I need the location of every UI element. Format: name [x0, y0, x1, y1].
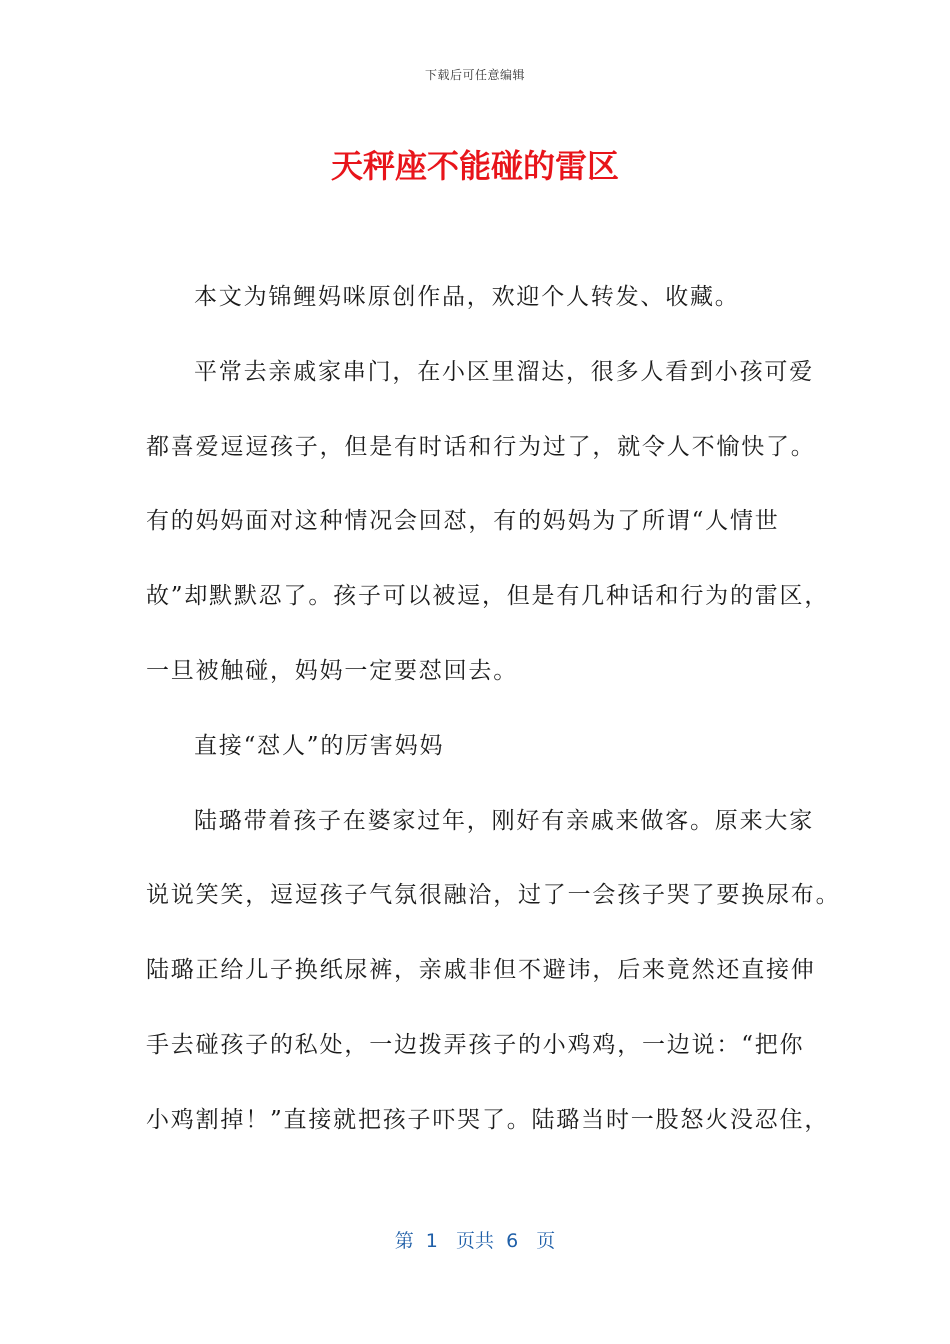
page-number-footer: 第 1 页共 6 页: [394, 1230, 556, 1252]
paragraph-line: 一旦被触碰，妈妈一定要怼回去。: [146, 657, 518, 684]
paragraph-line: 陆璐正给儿子换纸尿裤，亲戚非但不避讳，后来竟然还直接伸: [146, 957, 816, 984]
paragraph-line: 本文为锦鲤妈咪原创作品，欢迎个人转发、收藏。: [194, 284, 740, 310]
document-body: [146, 278, 841, 1176]
paragraph-line: 有的妈妈面对这种情况会回怼，有的妈妈为了所谓“人情世: [146, 508, 780, 535]
paragraph-line: 陆璐带着孩子在婆家过年，刚好有亲戚来做客。原来大家: [194, 807, 814, 834]
section-heading: 直接“怼人”的厉害妈妈: [194, 732, 445, 759]
page-header-note: 下载后可任意编辑: [424, 68, 525, 82]
paragraph-line: 平常去亲戚家串门，在小区里溜达，很多人看到小孩可爱: [194, 358, 814, 385]
paragraph-line: 手去碰孩子的私处，一边拨弄孩子的小鸡鸡，一边说：“把你: [146, 1031, 805, 1058]
paragraph-line: 说说笑笑，逗逗孩子气氛很融洽，过了一会孩子哭了要换尿布。: [146, 882, 841, 909]
document-title: 天秤座不能碰的雷区: [330, 147, 619, 185]
paragraph-line: 故”却默默忍了。孩子可以被逗，但是有几种话和行为的雷区，: [146, 583, 830, 610]
paragraph-line: 都喜爱逗逗孩子，但是有时话和行为过了，就令人不愉快了。: [146, 433, 816, 460]
paragraph-line: 小鸡割掉！”直接就把孩子吓哭了。陆璐当时一股怒火没忍住，: [146, 1106, 830, 1133]
